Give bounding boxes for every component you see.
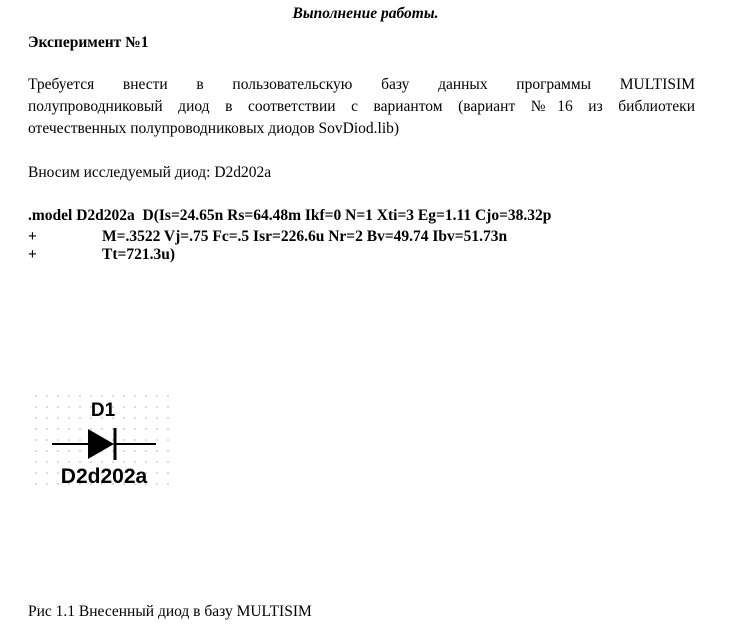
- diode-schematic: [30, 390, 180, 500]
- paragraph-line: Требуется внести в пользовательскую базу данных программы MULTISIM: [28, 76, 695, 93]
- insert-diode-text: Вносим исследуемый диод: D2d202a: [28, 164, 272, 181]
- task-paragraph: [28, 74, 695, 140]
- model-line-2: [28, 228, 507, 246]
- ref-designator: D1: [90, 400, 116, 421]
- model-line-text: M=.3522 Vj=.75 Fc=.5 Isr=226.6u Nr=2 Bv=49.74 Ibv=51.73n: [102, 228, 508, 245]
- model-line-3: [28, 246, 175, 264]
- experiment-heading: Эксперимент №1: [28, 34, 149, 51]
- model-line-1: .model D2d202a D(Is=24.65n Rs=64.48m Ikf=0 N=1 Xti=3 Eg=1.11 Cjo=38.32p: [28, 207, 552, 224]
- paragraph-line: отечественных полупроводниковых диодов SovDiod.lib): [28, 120, 400, 137]
- page-title: Выполнение работы.: [292, 5, 439, 22]
- part-name: D2d202a: [60, 465, 148, 488]
- continuation-mark: +: [28, 246, 37, 263]
- diode-triangle: [88, 429, 114, 459]
- paragraph-line: полупроводниковый диод в соответствии с вариантом (вариант №16 из библиотеки: [28, 98, 695, 115]
- continuation-mark: +: [28, 228, 37, 245]
- figure-caption: Рис 1.1 Внесенный диод в базу MULTISIM: [28, 603, 312, 620]
- model-line-text: Tt=721.3u): [102, 246, 175, 263]
- diode-symbol-svg: [30, 390, 180, 500]
